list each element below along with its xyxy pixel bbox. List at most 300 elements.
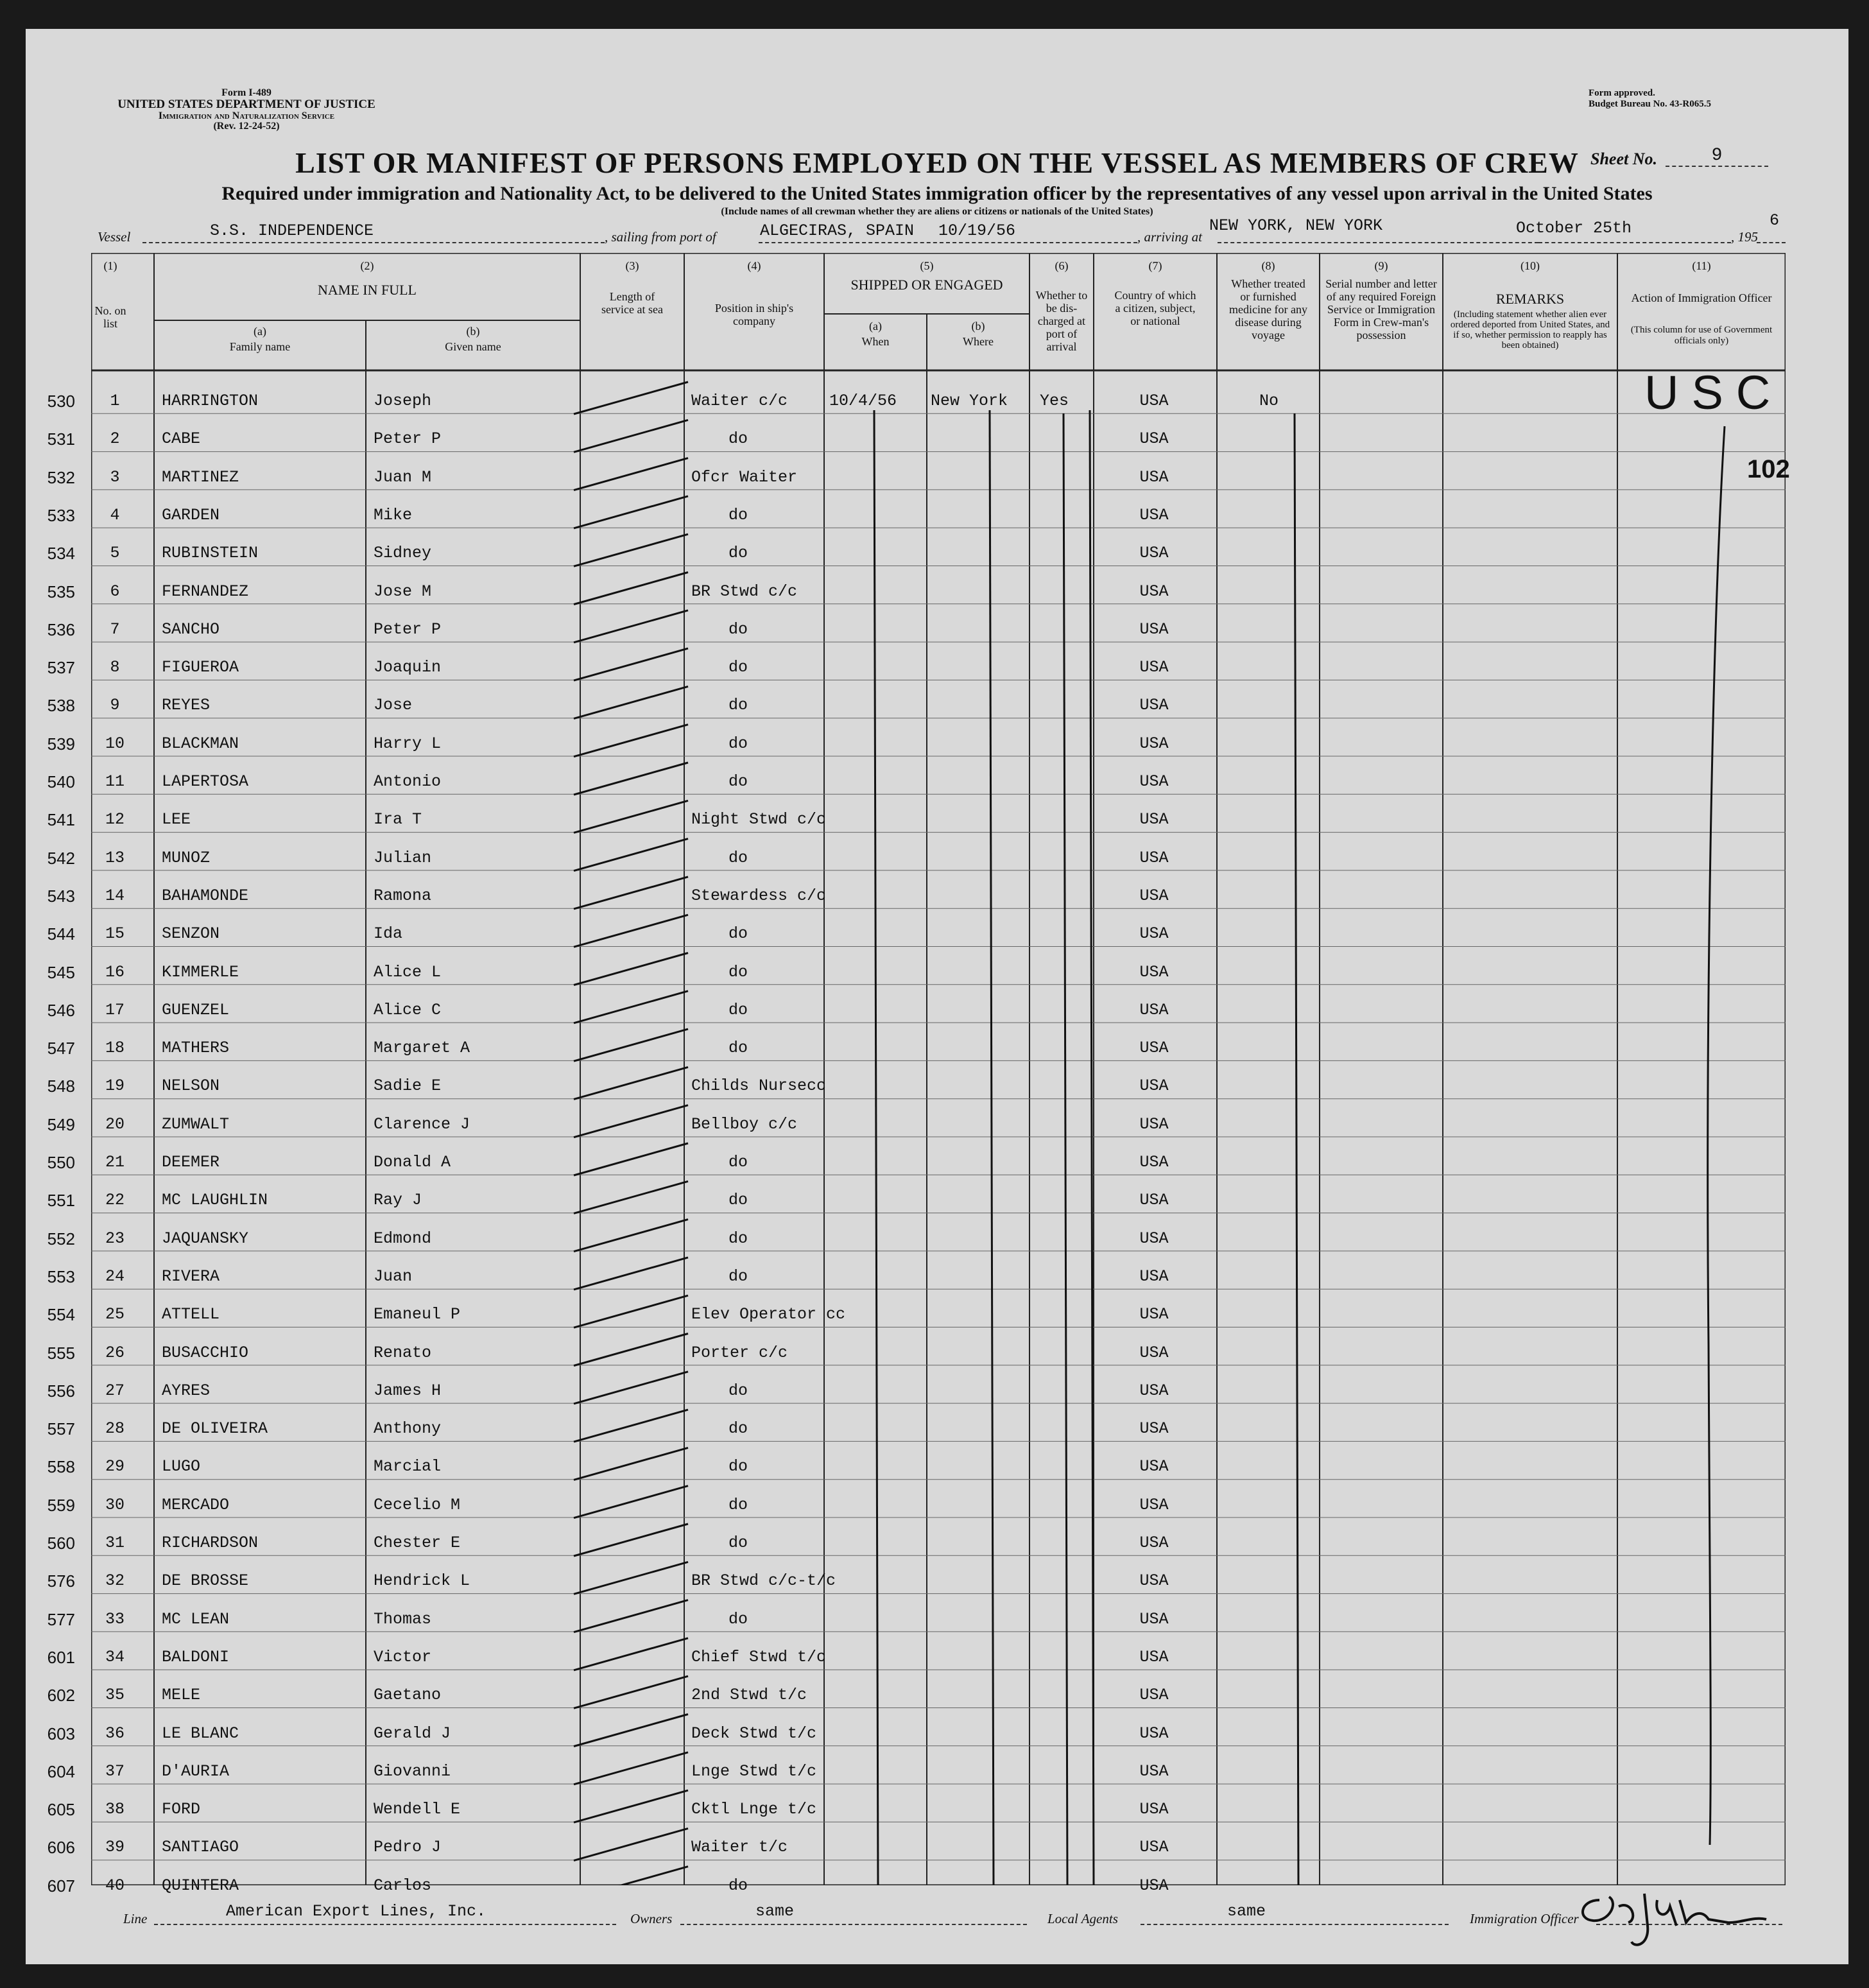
cell-family: LUGO: [162, 1457, 201, 1476]
form-identifier: [67, 88, 426, 132]
cell-no: 28: [105, 1419, 125, 1439]
cell-country: USA: [1139, 1039, 1169, 1058]
cell-position: do: [728, 1153, 748, 1171]
cell-family: MATHERS: [162, 1039, 230, 1058]
cell-family: MC LEAN: [162, 1609, 230, 1629]
cell-position: Porter c/c: [691, 1343, 788, 1362]
cell-no: 27: [105, 1381, 125, 1400]
sheet-label: Sheet No.: [1590, 150, 1657, 168]
ditto-line: [1064, 413, 1067, 1885]
cell-country: USA: [1139, 1266, 1169, 1286]
cell-ref: 547: [47, 1039, 75, 1059]
cell-given: Chester E: [374, 1534, 461, 1552]
cell-country: USA: [1139, 1609, 1169, 1629]
cell-family: MERCADO: [162, 1495, 230, 1514]
cell-position: do: [728, 772, 748, 791]
cell-ref: 534: [47, 544, 75, 564]
cell-family: GUENZEL: [162, 1000, 230, 1019]
cell-no: 8: [110, 658, 120, 677]
manifest-page: [26, 29, 1848, 1964]
cell-country: USA: [1139, 619, 1169, 639]
cell-position: 2nd Stwd t/c: [691, 1686, 807, 1705]
col-6-num: (6): [1055, 259, 1069, 272]
form-number: Form I-489: [221, 87, 271, 98]
cell-given: Clarence J: [374, 1114, 470, 1134]
cell-no: 1: [110, 392, 120, 410]
cell-position: Waiter t/c: [691, 1838, 788, 1857]
cell-given: Giovanni: [374, 1761, 451, 1781]
requirement-statement: Required under immigration and Nationality Act, to be delivered to the United States immigration officer by the representatives of any vessel upon arrival in the United States: [221, 183, 1653, 204]
cell-position: do: [728, 1876, 748, 1895]
cell-position: Childs Nursecc: [691, 1076, 827, 1096]
cell-given: Jose: [374, 696, 413, 715]
form-approved: Form approved.: [1589, 88, 1655, 98]
cell-ref: 538: [47, 696, 75, 716]
cell-country: USA: [1139, 1876, 1169, 1895]
cell-treated: No: [1259, 392, 1279, 410]
cell-country: USA: [1139, 1305, 1169, 1324]
cell-ref: 605: [47, 1800, 75, 1820]
cell-position: do: [728, 1381, 748, 1400]
cell-family: DEEMER: [162, 1153, 220, 1171]
cell-country: USA: [1139, 962, 1169, 981]
cell-no: 36: [105, 1724, 125, 1743]
cell-position: BR Stwd c/c-t/c: [691, 1571, 836, 1591]
cell-no: 18: [105, 1039, 125, 1058]
length-slash: [574, 1372, 688, 1404]
ditto-line: [990, 410, 994, 1885]
cell-country: USA: [1139, 1686, 1169, 1705]
cell-family: DE BROSSE: [162, 1571, 249, 1591]
cell-country: USA: [1139, 848, 1169, 867]
year-label: , 195: [1731, 229, 1758, 245]
cell-no: 35: [105, 1686, 125, 1705]
cell-country: USA: [1139, 1419, 1169, 1439]
cell-country: USA: [1139, 1495, 1169, 1514]
cell-ref: 540: [47, 772, 75, 791]
cell-no: 11: [105, 772, 125, 791]
length-slash: [574, 1448, 688, 1480]
cell-no: 13: [105, 848, 125, 867]
cell-family: RUBINSTEIN: [162, 544, 259, 563]
cell-given: Jose M: [374, 582, 432, 601]
length-slash: [574, 800, 688, 833]
year-digit: 6: [1770, 211, 1780, 230]
cell-position: do: [728, 962, 748, 981]
cell-country: USA: [1139, 1534, 1169, 1552]
cell-family: D'AURIA: [162, 1761, 230, 1781]
cell-country: USA: [1139, 1153, 1169, 1171]
owners-value: same: [755, 1902, 795, 1921]
cell-ref: 603: [47, 1724, 75, 1743]
cell-ref: 535: [47, 582, 75, 601]
cell-given: Antonio: [374, 772, 442, 791]
cell-country: USA: [1139, 467, 1169, 487]
length-slash: [574, 1752, 688, 1785]
cell-given: Sidney: [374, 544, 432, 563]
cell-given: Gaetano: [374, 1686, 442, 1705]
cell-given: Peter P: [374, 619, 442, 639]
cell-ref: 607: [47, 1876, 75, 1896]
cell-family: REYES: [162, 696, 211, 715]
cell-position: do: [728, 696, 748, 715]
cell-position: Ofcr Waiter: [691, 467, 798, 487]
agents-value: same: [1227, 1902, 1266, 1921]
cell-country: USA: [1139, 1114, 1169, 1134]
cell-no: 4: [110, 505, 120, 524]
length-slash: [574, 1029, 688, 1061]
length-slash: [574, 382, 688, 414]
col-no-on-list: No. on list: [94, 304, 126, 330]
arrival-date: October 25th: [1516, 219, 1632, 238]
cell-family: QUINTERA: [162, 1876, 239, 1895]
cell-country: USA: [1139, 544, 1169, 563]
cell-no: 14: [105, 886, 125, 905]
cell-ref: 541: [47, 810, 75, 830]
cell-given: Hendrick L: [374, 1571, 470, 1591]
budget-bureau: Budget Bureau No. 43-R065.5: [1589, 99, 1711, 109]
cell-no: 29: [105, 1457, 125, 1476]
col-where-sub: (b): [971, 320, 985, 333]
cell-no: 5: [110, 544, 120, 563]
cell-country: USA: [1139, 810, 1169, 829]
cell-position: Stewardess c/c: [691, 886, 827, 905]
cell-ref: 576: [47, 1571, 75, 1591]
cell-family: BALDONI: [162, 1647, 230, 1666]
ditto-line: [1708, 426, 1725, 1845]
cell-position: do: [728, 619, 748, 639]
cell-position: BR Stwd c/c: [691, 582, 798, 601]
cell-ref: 577: [47, 1609, 75, 1629]
length-slash: [574, 1334, 688, 1366]
cell-given: Gerald J: [374, 1724, 451, 1743]
crew-table: [47, 253, 1790, 1896]
cell-given: Harry L: [374, 734, 442, 753]
cell-country: USA: [1139, 696, 1169, 715]
cell-ref: 554: [47, 1305, 75, 1325]
cell-family: FIGUEROA: [162, 658, 239, 677]
cell-position: do: [728, 734, 748, 753]
length-slash: [574, 1410, 688, 1442]
cell-given: Alice L: [374, 962, 442, 981]
cell-family: ATTELL: [162, 1305, 220, 1324]
length-slash: [574, 953, 688, 985]
cell-ref: 552: [47, 1229, 75, 1249]
length-slash: [574, 1258, 688, 1290]
department: UNITED STATES DEPARTMENT OF JUSTICE: [117, 98, 375, 111]
cell-country: USA: [1139, 924, 1169, 944]
cell-no: 26: [105, 1343, 125, 1362]
cell-position: do: [728, 1191, 748, 1210]
col-5-num: (5): [920, 259, 934, 272]
cell-country: USA: [1139, 429, 1169, 449]
revision: (Rev. 12-24-52): [213, 121, 280, 132]
cell-country: USA: [1139, 658, 1169, 677]
cell-family: CABE: [162, 429, 201, 449]
cell-ref: 551: [47, 1191, 75, 1211]
cell-family: LEE: [162, 810, 191, 829]
length-slash: [574, 1867, 688, 1885]
sail-date: 10/19/56: [938, 221, 1016, 240]
cell-no: 6: [110, 582, 120, 601]
cell-country: USA: [1139, 1457, 1169, 1476]
cell-position: Chief Stwd t/c: [691, 1647, 827, 1666]
cell-given: Margaret A: [374, 1039, 470, 1058]
cell-position: do: [728, 1419, 748, 1439]
col-1-num: (1): [103, 259, 117, 272]
cell-discharged: Yes: [1040, 392, 1069, 410]
cell-ref: 604: [47, 1761, 75, 1781]
length-slash: [574, 877, 688, 909]
cell-family: MC LAUGHLIN: [162, 1191, 268, 1210]
cell-family: FERNANDEZ: [162, 582, 249, 601]
cell-position: do: [728, 429, 748, 449]
cell-family: KIMMERLE: [162, 962, 239, 981]
cell-no: 15: [105, 924, 125, 944]
length-slash: [574, 839, 688, 871]
cell-family: LAPERTOSA: [162, 772, 249, 791]
cell-given: Ida: [374, 924, 403, 944]
cell-no: 17: [105, 1000, 125, 1019]
length-slash: [574, 725, 688, 757]
cell-no: 9: [110, 696, 120, 715]
length-slash: [574, 1600, 688, 1632]
cell-family: NELSON: [162, 1076, 220, 1096]
length-slash: [574, 648, 688, 680]
cell-country: USA: [1139, 1229, 1169, 1248]
length-slash: [574, 1790, 688, 1822]
length-slash: [574, 1143, 688, 1175]
page-title: LIST OR MANIFEST OF PERSONS EMPLOYED ON THE VESSEL AS MEMBERS OF CREW: [295, 146, 1579, 179]
cell-given: James H: [374, 1381, 442, 1400]
col-position: Position in ship's company: [714, 302, 794, 327]
cell-position: Lnge Stwd t/c: [691, 1761, 817, 1781]
cell-given: Juan M: [374, 467, 432, 487]
cell-family: FORD: [162, 1800, 201, 1819]
port-from: ALGECIRAS, SPAIN: [760, 221, 915, 240]
length-slash: [574, 1220, 688, 1252]
cell-position: do: [728, 1457, 748, 1476]
col-length: Length of service at sea: [601, 290, 663, 316]
cell-ref: 550: [47, 1153, 75, 1172]
line-value: American Export Lines, Inc.: [226, 1902, 487, 1921]
length-slash: [574, 420, 688, 452]
cell-family: MUNOZ: [162, 848, 211, 867]
cell-no: 24: [105, 1266, 125, 1286]
cell-given: Renato: [374, 1343, 432, 1362]
cell-country: USA: [1139, 1000, 1169, 1019]
cell-given: Emaneul P: [374, 1305, 461, 1324]
cell-ref: 606: [47, 1838, 75, 1858]
cell-given: Carlos: [374, 1876, 432, 1895]
cell-given: Ira T: [374, 810, 422, 829]
col-family-sub: (a): [254, 325, 266, 338]
cell-ref: 559: [47, 1495, 75, 1515]
col-11-num: (11): [1692, 259, 1711, 272]
col-shipped: SHIPPED OR ENGAGED: [850, 277, 1003, 293]
footer-line: [98, 1897, 1786, 1929]
length-slash: [574, 534, 688, 566]
col-3-num: (3): [625, 259, 639, 272]
cell-family: SENZON: [162, 924, 220, 944]
cell-ref: 542: [47, 848, 75, 868]
cell-no: 2: [110, 429, 120, 449]
length-slash: [574, 991, 688, 1023]
cell-when: 10/4/56: [829, 392, 897, 410]
cell-ref: 532: [47, 467, 75, 487]
cell-given: Edmond: [374, 1229, 432, 1248]
cell-country: USA: [1139, 505, 1169, 524]
cell-where: New York: [931, 392, 1008, 410]
action-mark: USC: [1644, 366, 1784, 419]
length-slash: [574, 496, 688, 528]
col-when-sub: (a): [869, 320, 882, 333]
cell-country: USA: [1139, 734, 1169, 753]
cell-given: Joseph: [374, 392, 432, 410]
cell-family: RIVERA: [162, 1266, 220, 1286]
cell-given: Thomas: [374, 1609, 432, 1629]
cell-family: JAQUANSKY: [162, 1229, 249, 1248]
cell-no: 30: [105, 1495, 125, 1514]
col-country: Country of which a citizen, subject, or national: [1114, 289, 1196, 327]
cell-no: 39: [105, 1838, 125, 1857]
cell-position: do: [728, 1534, 748, 1552]
cell-given: Mike: [374, 505, 413, 524]
sheet-number: 9: [1666, 146, 1768, 167]
cell-no: 31: [105, 1534, 125, 1552]
cell-given: Donald A: [374, 1153, 451, 1171]
cell-family: MARTINEZ: [162, 467, 239, 487]
cell-family: SANTIAGO: [162, 1838, 239, 1857]
port-to: NEW YORK, NEW YORK: [1209, 216, 1383, 235]
cell-ref: 539: [47, 734, 75, 754]
cell-family: BLACKMAN: [162, 734, 239, 753]
cell-family: RICHARDSON: [162, 1534, 259, 1552]
ditto-line: [1295, 413, 1298, 1885]
cell-given: Julian: [374, 848, 432, 867]
length-slash: [574, 686, 688, 718]
cell-no: 3: [110, 467, 120, 487]
col-2-num: (2): [360, 259, 374, 272]
cell-family: AYRES: [162, 1381, 211, 1400]
length-slash: [574, 1105, 688, 1137]
officer-label: Immigration Officer: [1470, 1911, 1579, 1926]
cell-position: Bellboy c/c: [691, 1114, 798, 1134]
cell-ref: 601: [47, 1647, 75, 1667]
cell-position: Elev Operator cc: [691, 1305, 846, 1324]
cell-no: 22: [105, 1191, 125, 1210]
cell-no: 16: [105, 962, 125, 981]
cell-family: BAHAMONDE: [162, 886, 249, 905]
cell-ref: 536: [47, 619, 75, 639]
cell-no: 12: [105, 810, 125, 829]
cell-country: USA: [1139, 1191, 1169, 1210]
length-slash: [574, 573, 688, 605]
cell-no: 19: [105, 1076, 125, 1096]
cell-country: USA: [1139, 392, 1169, 410]
cell-country: USA: [1139, 1076, 1169, 1096]
cell-given: Wendell E: [374, 1800, 461, 1819]
cell-country: USA: [1139, 1571, 1169, 1591]
cell-given: Joaquin: [374, 658, 442, 677]
cell-no: 38: [105, 1800, 125, 1819]
cell-country: USA: [1139, 1724, 1169, 1743]
include-note: (Include names of all crewman whether they are aliens or citizens or nationals of the United States): [721, 206, 1153, 217]
col-remarks-note: (Including statement whether alien ever ordered deported from United States, and if so, whether permission to reapply has been obtained): [1450, 309, 1610, 350]
sailing-label: , sailing from port of: [605, 229, 716, 245]
cell-position: do: [728, 544, 748, 563]
cell-ref: 543: [47, 886, 75, 906]
cell-given: Cecelio M: [374, 1495, 461, 1514]
cell-ref: 537: [47, 658, 75, 678]
cell-position: do: [728, 505, 748, 524]
length-slash: [574, 1562, 688, 1594]
length-slash: [574, 1181, 688, 1213]
officer-signature: [1574, 1881, 1786, 1951]
cell-family: SANCHO: [162, 619, 220, 639]
cell-position: Cktl Lnge t/c: [691, 1800, 817, 1819]
cell-no: 25: [105, 1305, 125, 1324]
cell-country: USA: [1139, 886, 1169, 905]
cell-country: USA: [1139, 1647, 1169, 1666]
cell-country: USA: [1139, 772, 1169, 791]
cell-position: Night Stwd c/c: [691, 810, 827, 829]
cell-given: Juan: [374, 1266, 413, 1286]
line-label: Line: [123, 1911, 148, 1926]
cell-position: do: [728, 1000, 748, 1019]
col-remarks: REMARKS: [1495, 291, 1565, 307]
cell-given: Ray J: [374, 1191, 422, 1210]
cell-ref: 531: [47, 429, 75, 449]
cell-country: USA: [1139, 1800, 1169, 1819]
cell-given: Anthony: [374, 1419, 442, 1439]
cell-family: BUSACCHIO: [162, 1343, 249, 1362]
cell-ref: 544: [47, 924, 75, 944]
cell-position: Waiter c/c: [691, 392, 788, 410]
length-slash: [574, 1715, 688, 1747]
col-discharged: Whether to be dis-charged at port of arrival: [1035, 289, 1088, 353]
vessel-name: S.S. INDEPENDENCE: [210, 221, 374, 240]
cell-no: 37: [105, 1761, 125, 1781]
cell-ref: 602: [47, 1686, 75, 1706]
cell-ref: 546: [47, 1000, 75, 1020]
cell-given: Peter P: [374, 429, 442, 449]
length-slash: [574, 458, 688, 490]
length-slash: [574, 1067, 688, 1099]
cell-position: do: [728, 848, 748, 867]
cell-no: 33: [105, 1609, 125, 1629]
cell-position: do: [728, 658, 748, 677]
cell-given: Alice C: [374, 1000, 442, 1019]
col-7-num: (7): [1148, 259, 1162, 272]
col-given-name: Given name: [445, 340, 501, 353]
cell-position: do: [728, 1229, 748, 1248]
owners-label: Owners: [630, 1911, 673, 1926]
cell-position: do: [728, 1495, 748, 1514]
length-slash: [574, 1638, 688, 1670]
cell-ref: 548: [47, 1076, 75, 1096]
length-slash: [574, 610, 688, 643]
cell-ref: 556: [47, 1381, 75, 1401]
cell-country: USA: [1139, 1838, 1169, 1857]
arriving-label: , arriving at: [1137, 229, 1202, 245]
budget-approval: [1589, 88, 1832, 110]
cell-family: DE OLIVEIRA: [162, 1419, 268, 1439]
length-slash: [574, 1524, 688, 1556]
length-slash: [574, 763, 688, 795]
cell-position: do: [728, 1039, 748, 1058]
col-4-num: (4): [747, 259, 761, 272]
